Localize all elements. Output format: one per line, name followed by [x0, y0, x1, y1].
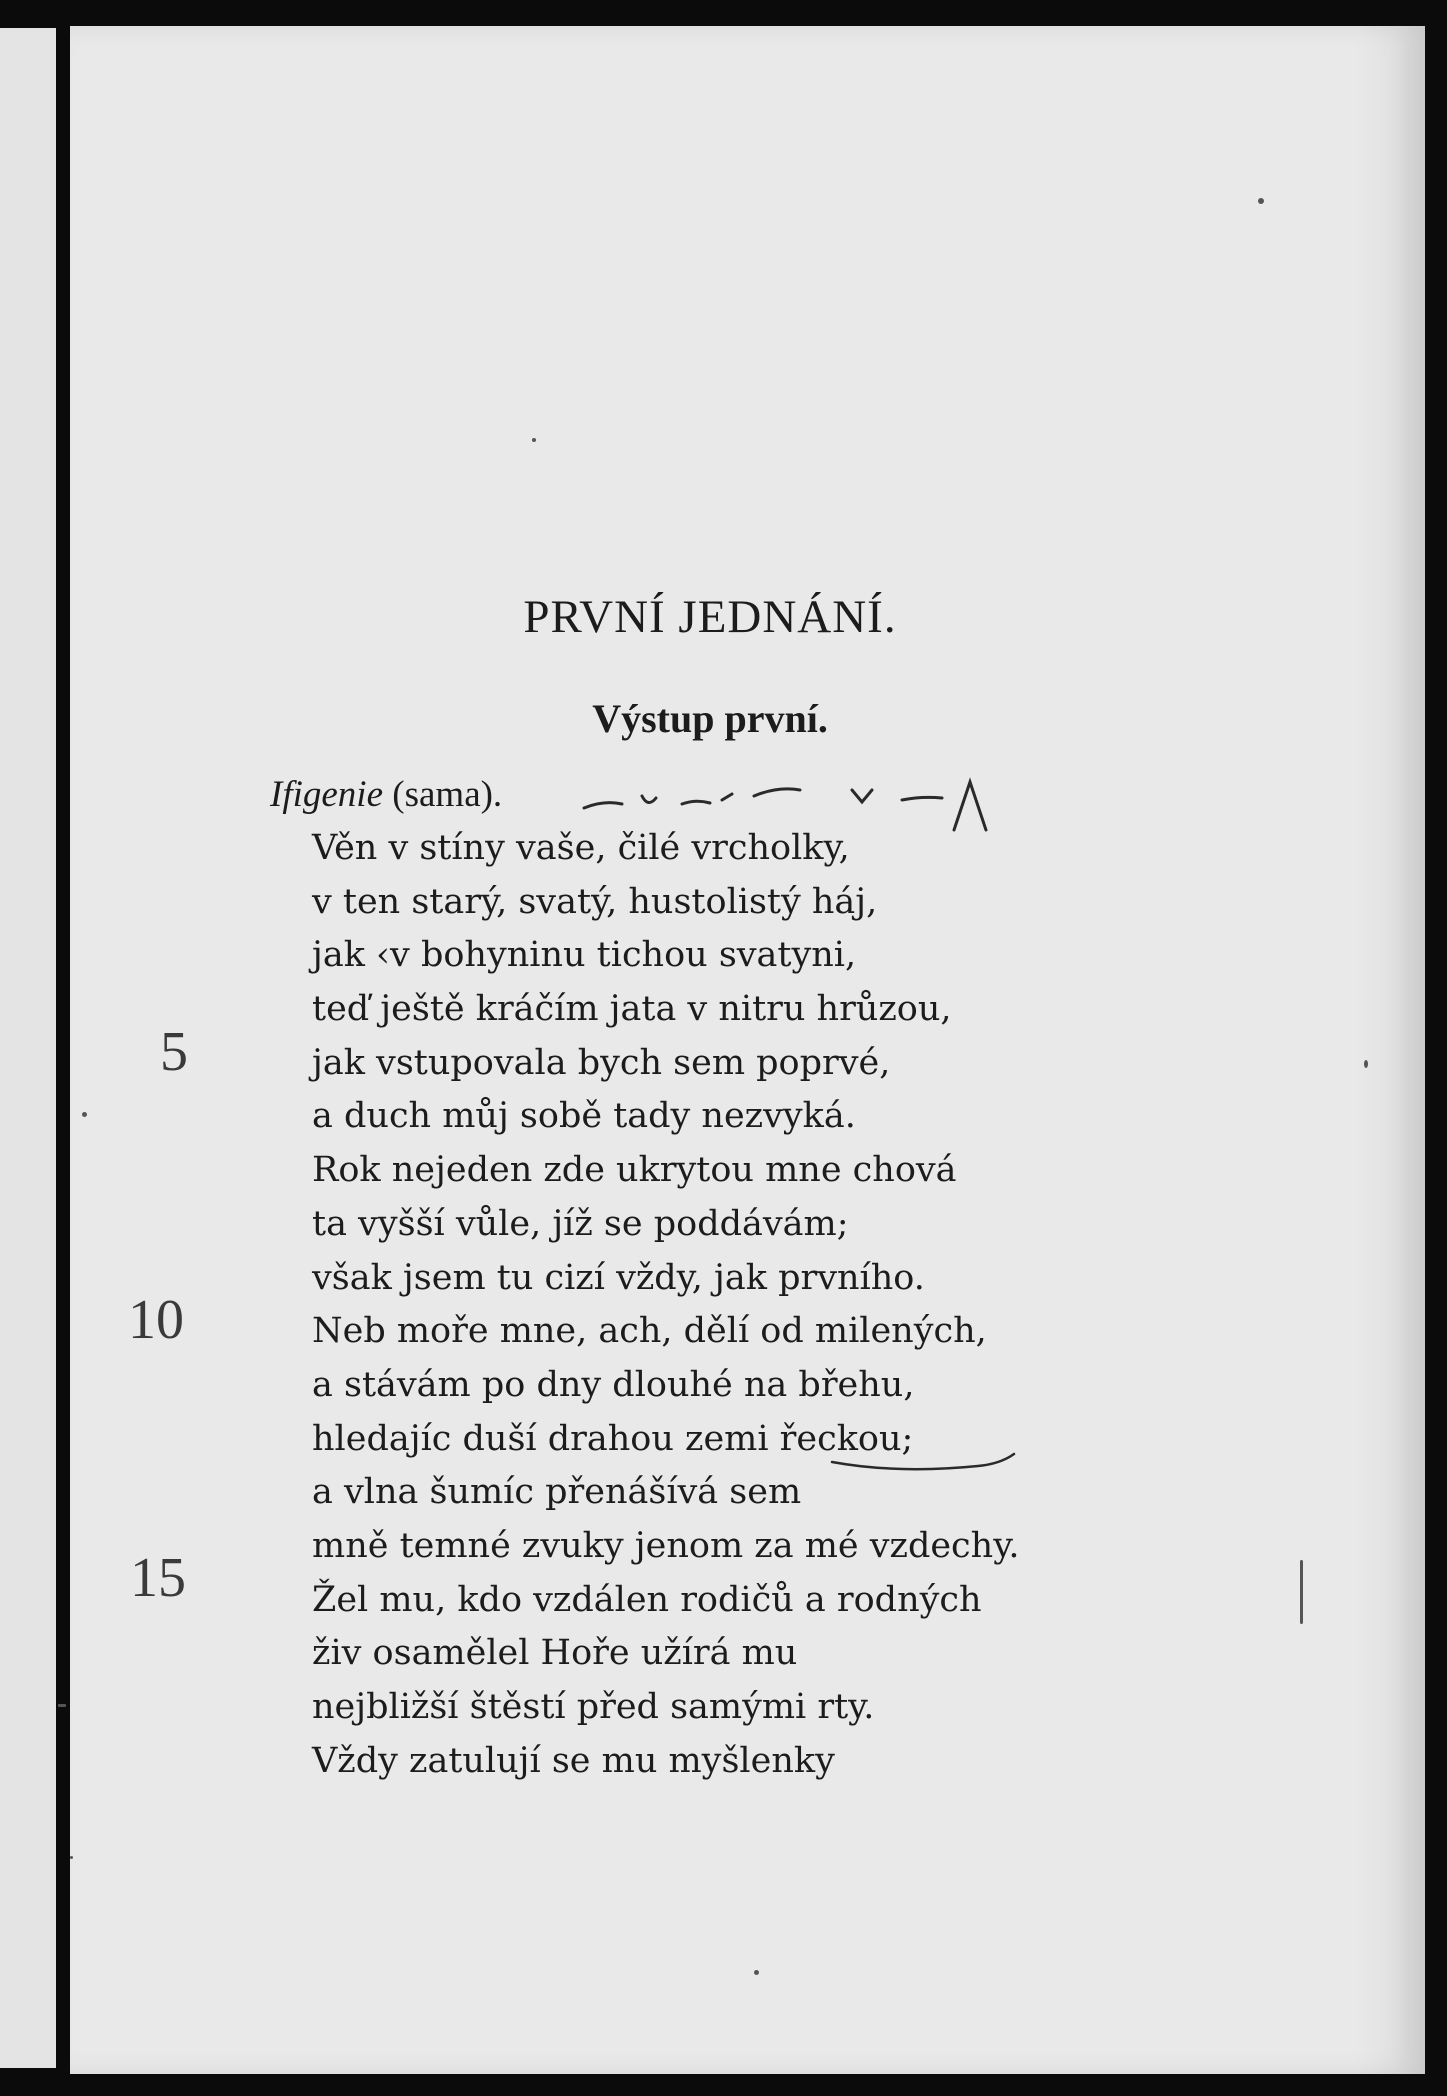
scan-speck [532, 438, 536, 442]
verse-lines [312, 822, 1019, 1788]
verse-line: Rok nejeden zde ukrytou mne chová [312, 1150, 957, 1191]
scan-speck [82, 1112, 87, 1117]
verse-line: jak vstupovala bych sem poprvé, [312, 1042, 891, 1083]
scan-speck [58, 1704, 66, 1707]
margin-line-number: 10 [128, 1289, 184, 1351]
verse-line: jak ‹v bohyninu tichou svatyni, [312, 935, 857, 976]
scan-speck [1258, 198, 1264, 204]
verse-line: Neb moře mne, ach, dělí od milených, [312, 1311, 987, 1352]
verse-line: Vždy zatulují se mu myšlenky [312, 1740, 835, 1781]
scan-speck [70, 1856, 73, 1859]
verse-line: a duch můj sobě tady nezvyká. [312, 1096, 856, 1137]
scene-title: Výstup první. [592, 696, 828, 741]
speaker-line [270, 773, 502, 816]
verse-line: a vlna šumíc přenášívá sem [312, 1472, 802, 1513]
scan-speck [1300, 1560, 1303, 1624]
scan-speck [754, 1970, 759, 1975]
facing-page-edge [0, 28, 56, 2068]
stage-direction: (sama). [392, 774, 503, 815]
margin-line-number: 5 [160, 1021, 188, 1083]
verse-line: mně temné zvuky jenom za mé vzdechy. [312, 1525, 1020, 1566]
scan-speck [1364, 1060, 1368, 1068]
verse-line: hledajíc duší drahou zemi řeckou; [312, 1418, 914, 1459]
verse-line: teď ještě kráčím jata v nitru hrůzou, [312, 989, 952, 1030]
verse-line: Žel mu, kdo vzdálen rodičů a rodných [312, 1579, 982, 1620]
speaker-name: Ifigenie [270, 774, 384, 815]
verse-line: Věn v stíny vaše, čilé vrcholky, [312, 828, 850, 868]
verse-line: a stávám po dny dlouhé na břehu, [312, 1364, 915, 1405]
act-title: PRVNÍ JEDNÁNÍ. [523, 591, 897, 643]
verse-line: v ten starý, svatý, hustolistý háj, [312, 881, 878, 922]
verse-line: ta vyšší vůle, jíž se poddávám; [312, 1203, 849, 1244]
verse-line: nejbližší štěstí před samými rty. [312, 1687, 875, 1727]
verse-line: živ osamělel Hoře užírá mu [312, 1633, 798, 1674]
margin-line-number: 15 [130, 1547, 186, 1609]
verse-line: však jsem tu cizí vždy, jak prvního. [312, 1257, 925, 1298]
